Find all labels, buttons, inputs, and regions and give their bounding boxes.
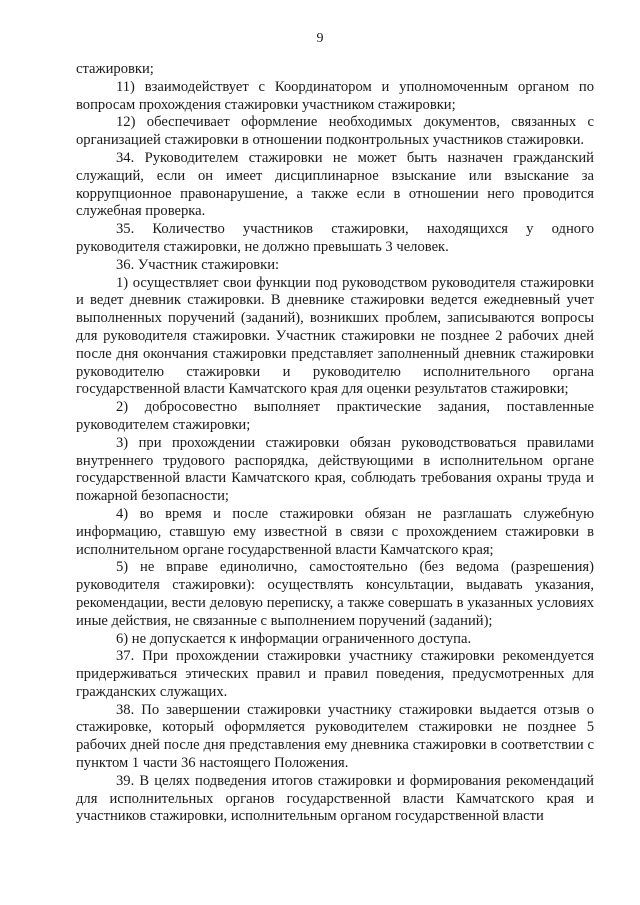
paragraph-39: 39. В целях подведения итогов стажировки и формирования рекомендаций для исполнительных органов государственной власти Камчатского края и участников стажировки, исполнительным органом государственной власти: [76, 772, 594, 825]
paragraph-36-heading: 36. Участник стажировки:: [116, 256, 280, 273]
paragraph-38: 38. По завершении стажировки участнику стажировки выдается отзыв о стажировке, который оформляется руководителем стажировки не позднее 5 рабочих дней после дня представления ему дневника стажировки в соответствии с пунктом 1 части 36 настоящего Положения.: [76, 701, 594, 772]
paragraph-36-item-3: 3) при прохождении стажировки обязан руководствоваться правилами внутреннего трудового распорядка, действующими в исполнительном органе государственной власти Камчатского края, соблюдать требования охраны труда и пожарной безопасности;: [76, 434, 594, 505]
paragraph-36-item-5: 5) не вправе единолично, самостоятельно (без ведома (разрешения) руководителя стажировки): осуществлять консультации, выдавать указания, рекомендации, вести деловую переписку, а также совершать в указанных условиях иные действия, не связанные с выполнением поручений (заданий);: [76, 559, 594, 629]
paragraph-36-item-6: 6) не допускается к информации ограниченного доступа.: [116, 630, 472, 647]
paragraph-34: 34. Руководителем стажировки не может быть назначен гражданский служащий, если он имеет дисциплинарное взыскание или взыскание за коррупционное правонарушение, а также если в отношении него проводится служебная проверка.: [76, 149, 594, 220]
paragraph-continuation: стажировки;: [76, 61, 154, 77]
paragraph-37: 37. При прохождении стажировки участнику стажировки рекомендуется придерживаться этических правил и правил поведения, предусмотренных для гражданских служащих.: [76, 648, 594, 700]
paragraph-item-11: 11) взаимодействует с Координатором и уполномоченным органом по вопросам прохождения стажировки участником стажировки;: [76, 78, 594, 113]
paragraph-36-item-1: 1) осуществляет свои функции под руководством руководителя стажировки и ведет дневник стажировки. В дневнике стажировки ведется ежедневный учет выполненных поручений (заданий), возникших проблем, записываются вопросы для руководителя стажировки. Участник стажировки не позднее 2 рабочих дней после дня окончания стажировки представляет заполненный дневник стажировки руководителю стажировки и руководителю исполнительного органа государственной власти Камчатского края для оценки результатов стажировки;: [76, 274, 594, 398]
paragraph-36-item-2: 2) добросовестно выполняет практические задания, поставленные руководителем стажировки;: [76, 399, 594, 433]
page-number: 9: [316, 31, 324, 46]
document-body: [76, 61, 594, 826]
paragraph-36-item-4: 4) во время и после стажировки обязан не разглашать служебную информацию, ставшую ему известной в связи с прохождением стажировки в исполнительном органе государственной власти Камчатского края;: [76, 505, 594, 558]
paragraph-35: 35. Количество участников стажировки, находящихся у одного руководителя стажировки, не должно превышать 3 человек.: [76, 221, 594, 255]
paragraph-item-12: 12) обеспечивает оформление необходимых документов, связанных с организацией стажировки в отношении подконтрольных участников стажировки.: [76, 114, 594, 149]
